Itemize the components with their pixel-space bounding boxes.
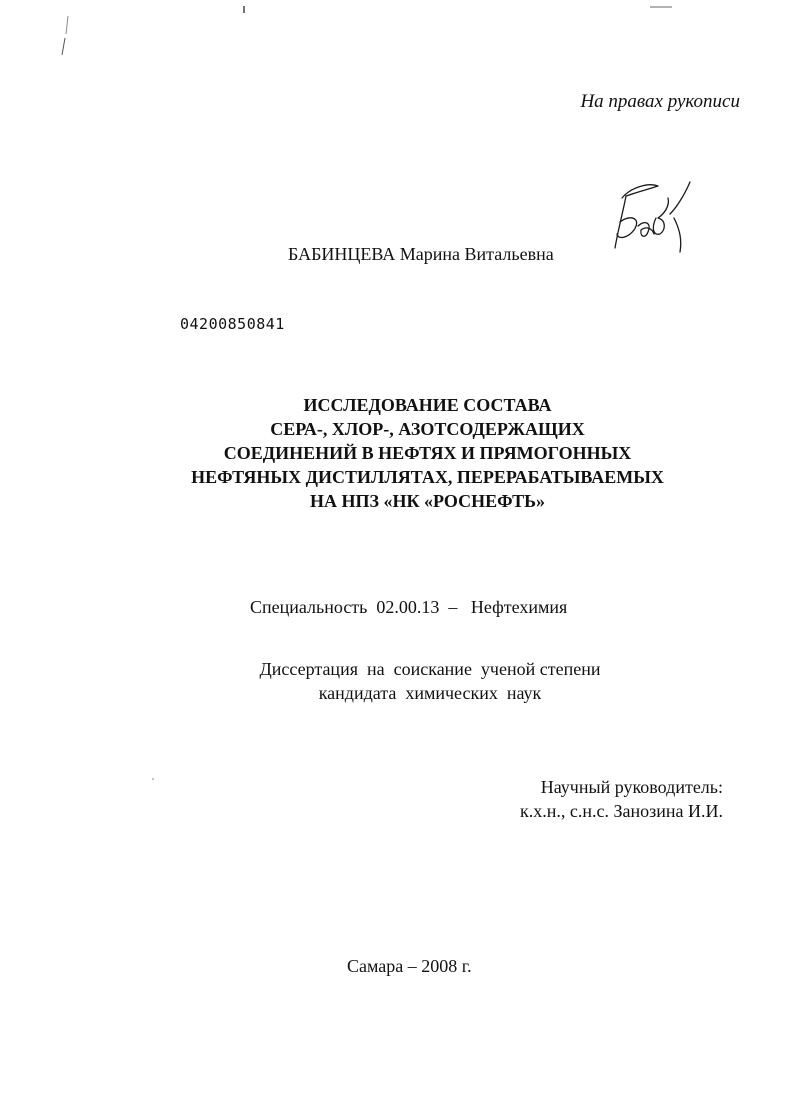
title-line: СЕРА-, ХЛОР-, АЗОТСОДЕРЖАЩИХ <box>270 419 585 439</box>
author-name: БАБИНЦЕВА Марина Витальевна <box>288 244 554 264</box>
handwritten-signature <box>608 178 700 256</box>
title-line: СОЕДИНЕНИЙ В НЕФТЯХ И ПРЯМОГОННЫХ <box>223 443 632 463</box>
scan-mark <box>62 38 65 55</box>
title-line: ИССЛЕДОВАНИЕ СОСТАВА <box>303 395 552 415</box>
supervisor-name: к.х.н., с.н.с. Занозина И.И. <box>520 801 723 821</box>
degree-line: Диссертация на соискание ученой степени <box>259 659 601 679</box>
manuscript-note: На правах рукописи <box>580 91 740 112</box>
specialty-line: Специальность 02.00.13 – Нефтехимия <box>250 597 568 617</box>
title-line: НЕФТЯНЫХ ДИСТИЛЛЯТАХ, ПЕРЕРАБАТЫВАЕМЫХ <box>191 467 664 487</box>
supervisor-block <box>520 775 723 823</box>
scan-mark <box>152 778 154 780</box>
title-line: НА НПЗ «НК «РОСНЕФТЬ» <box>309 491 546 511</box>
city-year: Самара – 2008 г. <box>347 956 472 976</box>
degree-statement <box>240 657 620 705</box>
scan-mark <box>66 16 68 34</box>
registration-code: 04200850841 <box>180 315 285 333</box>
degree-line: кандидата химических наук <box>318 683 542 703</box>
supervisor-label: Научный руководитель: <box>540 777 723 797</box>
dissertation-title <box>100 393 755 513</box>
